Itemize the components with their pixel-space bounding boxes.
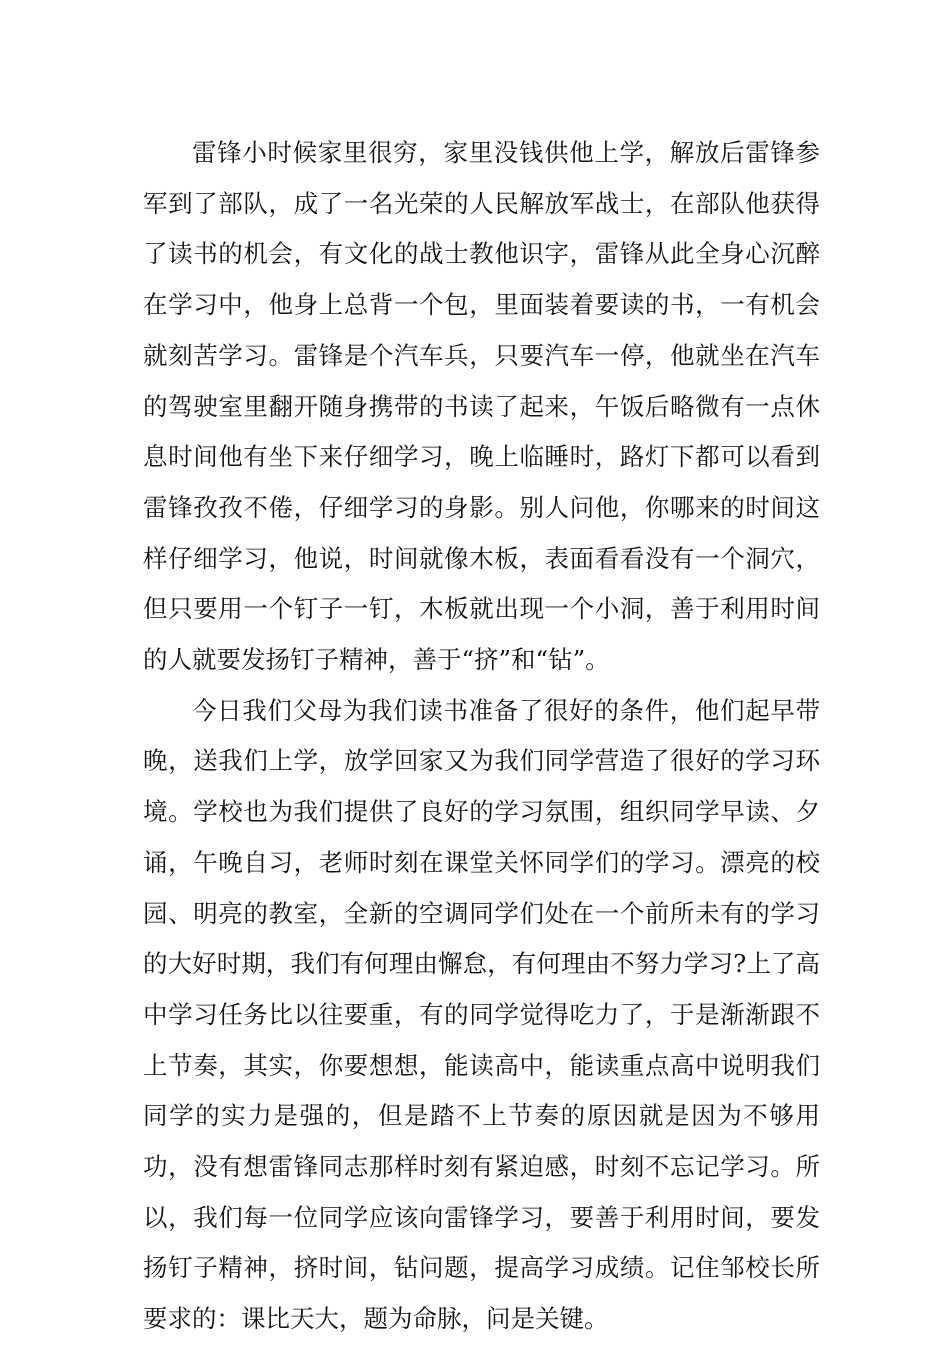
document-body [143, 128, 820, 1345]
paragraph-1: 雷锋小时候家里很穷，家里没钱供他上学，解放后雷锋参军到了部队，成了一名光荣的人民解放军战士，在部队他获得了读书的机会，有文化的战士教他识字，雷锋从此全身心沉醉在学习中，他身上总背一个包，里面装着要读的书，一有机会就刻苦学习。雷锋是个汽车兵，只要汽车一停，他就坐在汽车的驾驶室里翻开随身携带的书读了起来，午饭后略微有一点休息时间他有坐下来仔细学习，晚上临睡时，路灯下都可以看到雷锋孜孜不倦，仔细学习的身影。别人问他，你哪来的时间这样仔细学习，他说，时间就像木板，表面看看没有一个洞穴，但只要用一个钉子一钉，木板就出现一个小洞，善于利用时间的人就要发扬钉子精神，善于“挤”和“钻”。 [143, 138, 820, 675]
paragraph-2: 今日我们父母为我们读书准备了很好的条件，他们起早带晚，送我们上学，放学回家又为我们同学营造了很好的学习环境。学校也为我们提供了良好的学习氛围，组织同学早读、夕诵，午晚自习，老师时刻在课堂关怀同学们的学习。漂亮的校园、明亮的教室，全新的空调同学们处在一个前所未有的学习的大好时期，我们有何理由懈怠，有何理由不努力学习?上了高中学习任务比以往要重，有的同学觉得吃力了，于是渐渐跟不上节奏，其实，你要想想，能读高中，能读重点高中说明我们同学的实力是强的，但是踏不上节奏的原因就是因为不够用功，没有想雷锋同志那样时刻有紧迫感，时刻不忘记学习。所以，我们每一位同学应该向雷锋学习，要善于利用时间，要发扬钉子精神，挤时间，钻问题，提高学习成绩。记住邹校长所要求的：课比天大，题为命脉，问是关键。 [143, 695, 820, 1334]
